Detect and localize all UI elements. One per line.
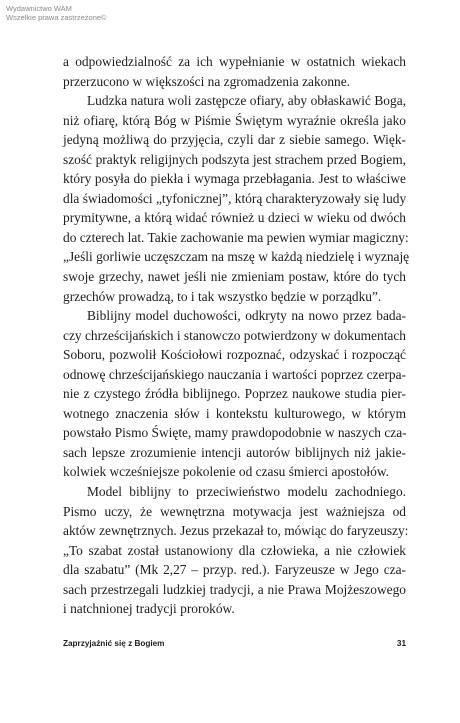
text-line: sach przestrzegali ludzkiej tradycji, a nie Prawa Mojżeszowego [63, 581, 406, 597]
text-line: jedyną możliwą do przyjęcia, czyli dar z siebie samego. Więk- [63, 132, 406, 148]
text-line: „To szabat został ustanowiony dla człowieka, a nie człowiek [63, 542, 406, 558]
text-line: aktów zewnętrznych. Jezus przekazał to, mówiąc do faryzeuszy: [63, 523, 409, 539]
text-line: odnowę chrześcijańskiego nauczania i wartości poprzez czerpa- [63, 366, 406, 382]
text-line: który posyła do piekła i wymaga przebłagania. Jest to właściwe [63, 171, 406, 187]
text-line: nie z czystego źródła biblijnego. Poprzez naukowe studia pier- [63, 386, 406, 402]
text-line: a odpowiedzialność za ich wypełnianie w ostatnich wiekach [63, 54, 406, 69]
text-line: dla szabatu” (Mk 2,27 – przyp. red.). Faryzeusze w Jego cza- [63, 562, 406, 578]
text-line: Pismo uczy, że wewnętrzna motywacja jest ważniejsza od [63, 503, 406, 519]
text-line: sach lepsze zrozumienie intencji autorów biblijnych niż jakie- [63, 444, 406, 460]
text-line: Ludzka natura woli zastępcze ofiary, aby obłaskawić Boga, [87, 93, 406, 109]
text-line: Biblijny model duchowości, odkryty na nowo przez bada- [87, 308, 406, 324]
text-line: powstało Pismo Święte, mamy prawdopodobnie w naszych cza- [63, 425, 407, 441]
page-number: 31 [396, 639, 406, 648]
text-line: przerzucono w większości na zgromadzenia zakonne. [63, 73, 351, 89]
running-title: Zaprzyjaźnić się z Bogiem [63, 639, 165, 648]
text-line: niż ofiarę, którą Bóg w Piśmie Świętym wyraźnie określa jako [63, 112, 406, 128]
text-line: prymitywne, a którą widać również u dzieci w wieku od dwóch [63, 210, 406, 226]
rights-watermark: Wszelkie prawa zastrzeżone© [6, 13, 107, 22]
text-line: Soboru, pozwolił Kościołowi rozpoznać, odzyskać i rozpocząć [63, 347, 406, 363]
text-line: szość praktyk religijnych podszyta jest strachem przed Bogiem, [63, 151, 406, 167]
text-line: dla świadomości „tyfonicznej”, którą charakteryzowały się ludy [63, 190, 407, 206]
text-line: i natchnionej tradycji proroków. [63, 601, 235, 617]
text-line: do czterech lat. Takie zachowanie ma pewien wymiar magiczny: [63, 229, 409, 245]
body-text [63, 52, 410, 619]
text-line: Model biblijny to przeciwieństwo modelu zachodniego. [87, 484, 406, 500]
text-line: czy chrześcijańskich i stanowczo potwierdzony w dokumentach [63, 327, 406, 343]
text-line: swoje grzechy, nawet jeśli nie zmieniam postaw, które do tych [63, 269, 406, 285]
text-line: „Jeśli gorliwie uczęszczam na mszę w każdą niedzielę i wyznaję [63, 249, 410, 265]
text-line: kolwiek wcześniejsze pokolenie od czasu śmierci apostołów. [63, 464, 389, 480]
watermark [6, 4, 107, 22]
text-line: grzechów prowadzą, to i tak wszystko będzie w porządku”. [63, 288, 382, 304]
text-line: wotnego znaczenia słów i kontekstu kulturowego, w którym [63, 405, 406, 421]
publisher-watermark: Wydawnictwo WAM [6, 4, 72, 13]
